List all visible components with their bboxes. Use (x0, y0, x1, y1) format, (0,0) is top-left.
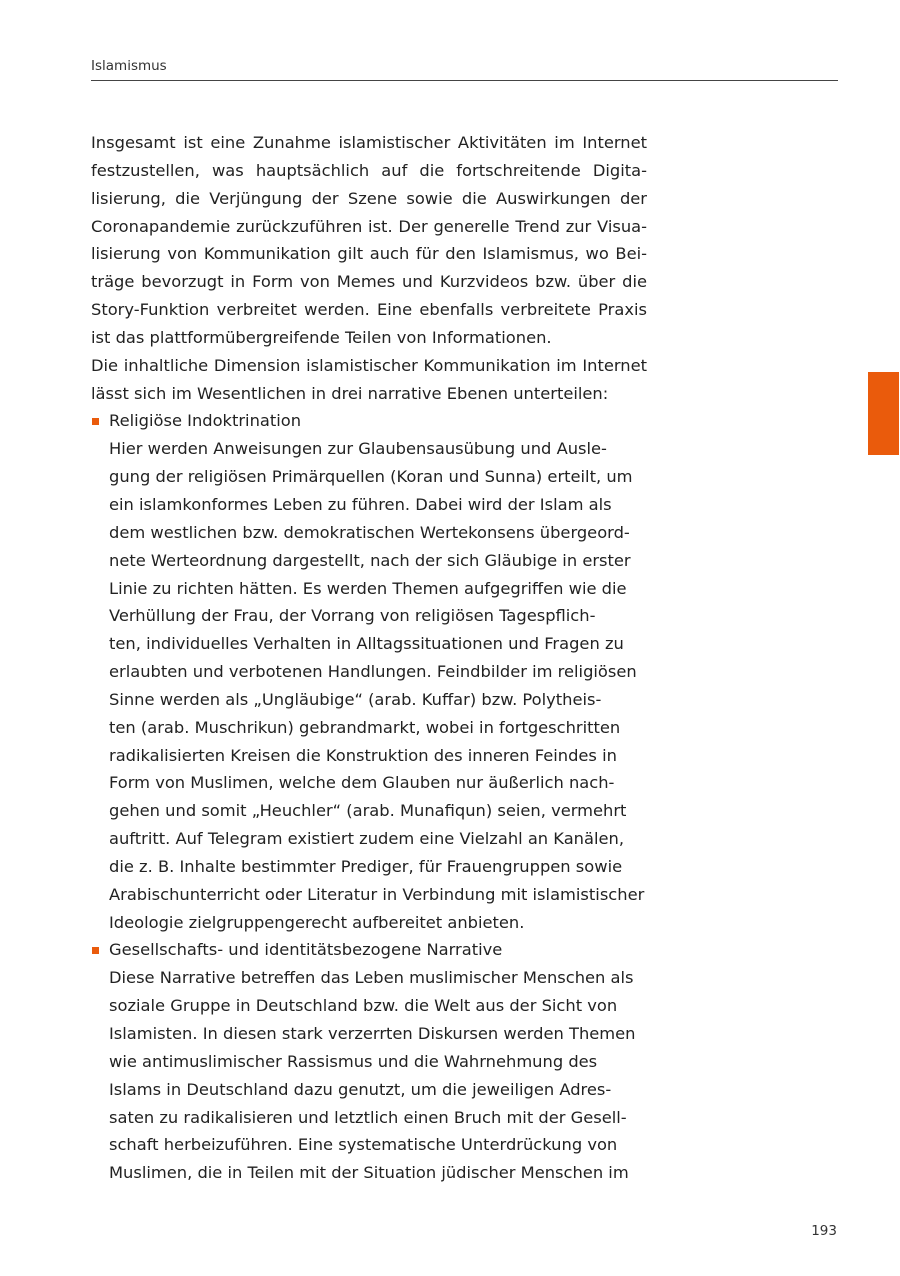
text-line: Coronapandemie zurückzuführen ist. Der generelle Trend zur Visua- (91, 216, 647, 236)
text-line: Muslimen, die in Teilen mit der Situation jüdischer Menschen im (109, 1163, 629, 1183)
text-line: lisierung, die Verjüngung der Szene sowie die Auswirkungen der (91, 188, 647, 208)
text-line: träge bevorzugt in Form von Memes und Kurzvideos bzw. über die (91, 272, 647, 292)
text-line: Hier werden Anweisungen zur Glaubensausübung und Ausle- (109, 439, 607, 459)
text-line: Islamisten. In diesen stark verzerrten Diskursen werden Themen (109, 1024, 636, 1043)
text-line: Sinne werden als „Ungläubige“ (arab. Kuffar) bzw. Polytheis- (109, 689, 602, 709)
bullet-title (91, 936, 647, 964)
bullet-item (91, 936, 647, 1187)
text-line: Linie zu richten hätten. Es werden Themen aufgegriffen wie die (109, 578, 627, 598)
text-line: ein islamkonformes Leben zu führen. Dabei wird der Islam als (109, 494, 612, 514)
text-line: die z. B. Inhalte bestimmter Prediger, für Frauengruppen sowie (109, 856, 623, 876)
bullet-title-text: Religiöse Indoktrination (109, 411, 302, 431)
text-line: wie antimuslimischer Rassismus und die Wahrnehmung des (109, 1051, 598, 1071)
text-line: Die inhaltliche Dimension islamistischer Kommunikation im Internet (91, 355, 647, 375)
header-rule (91, 80, 838, 81)
text-line: Form von Muslimen, welche dem Glauben nur äußerlich nach- (109, 773, 615, 793)
text-line: Ideologie zielgruppengerecht aufbereitet anbieten. (109, 912, 525, 932)
text-line: Arabischunterricht oder Literatur in Verbindung mit islamistischer (109, 884, 645, 904)
text-line: erlaubten und verbotenen Handlungen. Feindbilder im religiösen (109, 662, 637, 682)
text-line: Verhüllung der Frau, der Vorrang von religiösen Tagespflich- (109, 606, 596, 626)
text-line: lässt sich im Wesentlichen in drei narrative Ebenen unterteilen: (91, 383, 609, 403)
text-line: Insgesamt ist eine Zunahme islamistischer Aktivitäten im Internet (91, 133, 647, 152)
text-line: ten (arab. Muschrikun) gebrandmarkt, wobei in fortgeschritten (109, 717, 621, 737)
bullet-title-text: Gesellschafts- und identitätsbezogene Narrative (109, 940, 503, 960)
page-number: 193 (811, 1223, 837, 1239)
paragraph (91, 352, 647, 408)
text-line: schaft herbeizuführen. Eine systematische Unterdrückung von (109, 1135, 618, 1155)
bullet-square-icon (92, 418, 99, 425)
text-line: radikalisierten Kreisen die Konstruktion des inneren Feindes in (109, 745, 617, 765)
paragraph (91, 129, 647, 352)
chapter-tab-marker (868, 372, 899, 455)
text-line: gehen und somit „Heuchler“ (arab. Munafiqun) seien, vermehrt (109, 801, 627, 821)
text-line: lisierung von Kommunikation gilt auch für den Islamismus, wo Bei- (91, 244, 647, 264)
text-line: dem westlichen bzw. demokratischen Wertekonsens übergeord- (109, 522, 630, 542)
text-line: festzustellen, was hauptsächlich auf die fortschreitende Digita- (91, 160, 647, 180)
text-line: auftritt. Auf Telegram existiert zudem eine Vielzahl an Kanälen, (109, 829, 625, 849)
text-line: Islams in Deutschland dazu genutzt, um die jeweiligen Adres- (109, 1079, 612, 1099)
running-header: Islamismus (91, 58, 167, 74)
text-line: saten zu radikalisieren und letztlich einen Bruch mit der Gesell- (109, 1107, 627, 1127)
text-line: nete Werteordnung dargestellt, nach der sich Gläubige in erster (109, 550, 631, 570)
text-line: Diese Narrative betreffen das Leben muslimischer Menschen als (109, 968, 634, 988)
text-line: soziale Gruppe in Deutschland bzw. die Welt aus der Sicht von (109, 996, 618, 1016)
body-text (91, 129, 647, 1187)
text-line: ist das plattformübergreifende Teilen von Informationen. (91, 327, 552, 347)
bullet-item (91, 407, 647, 936)
text-line: gung der religiösen Primärquellen (Koran und Sunna) erteilt, um (109, 467, 633, 487)
text-line: ten, individuelles Verhalten in Alltagssituationen und Fragen zu (109, 634, 624, 654)
text-line: Story-Funktion verbreitet werden. Eine ebenfalls verbreitete Praxis (91, 300, 647, 320)
bullet-square-icon (92, 947, 99, 954)
bullet-title (91, 407, 647, 435)
